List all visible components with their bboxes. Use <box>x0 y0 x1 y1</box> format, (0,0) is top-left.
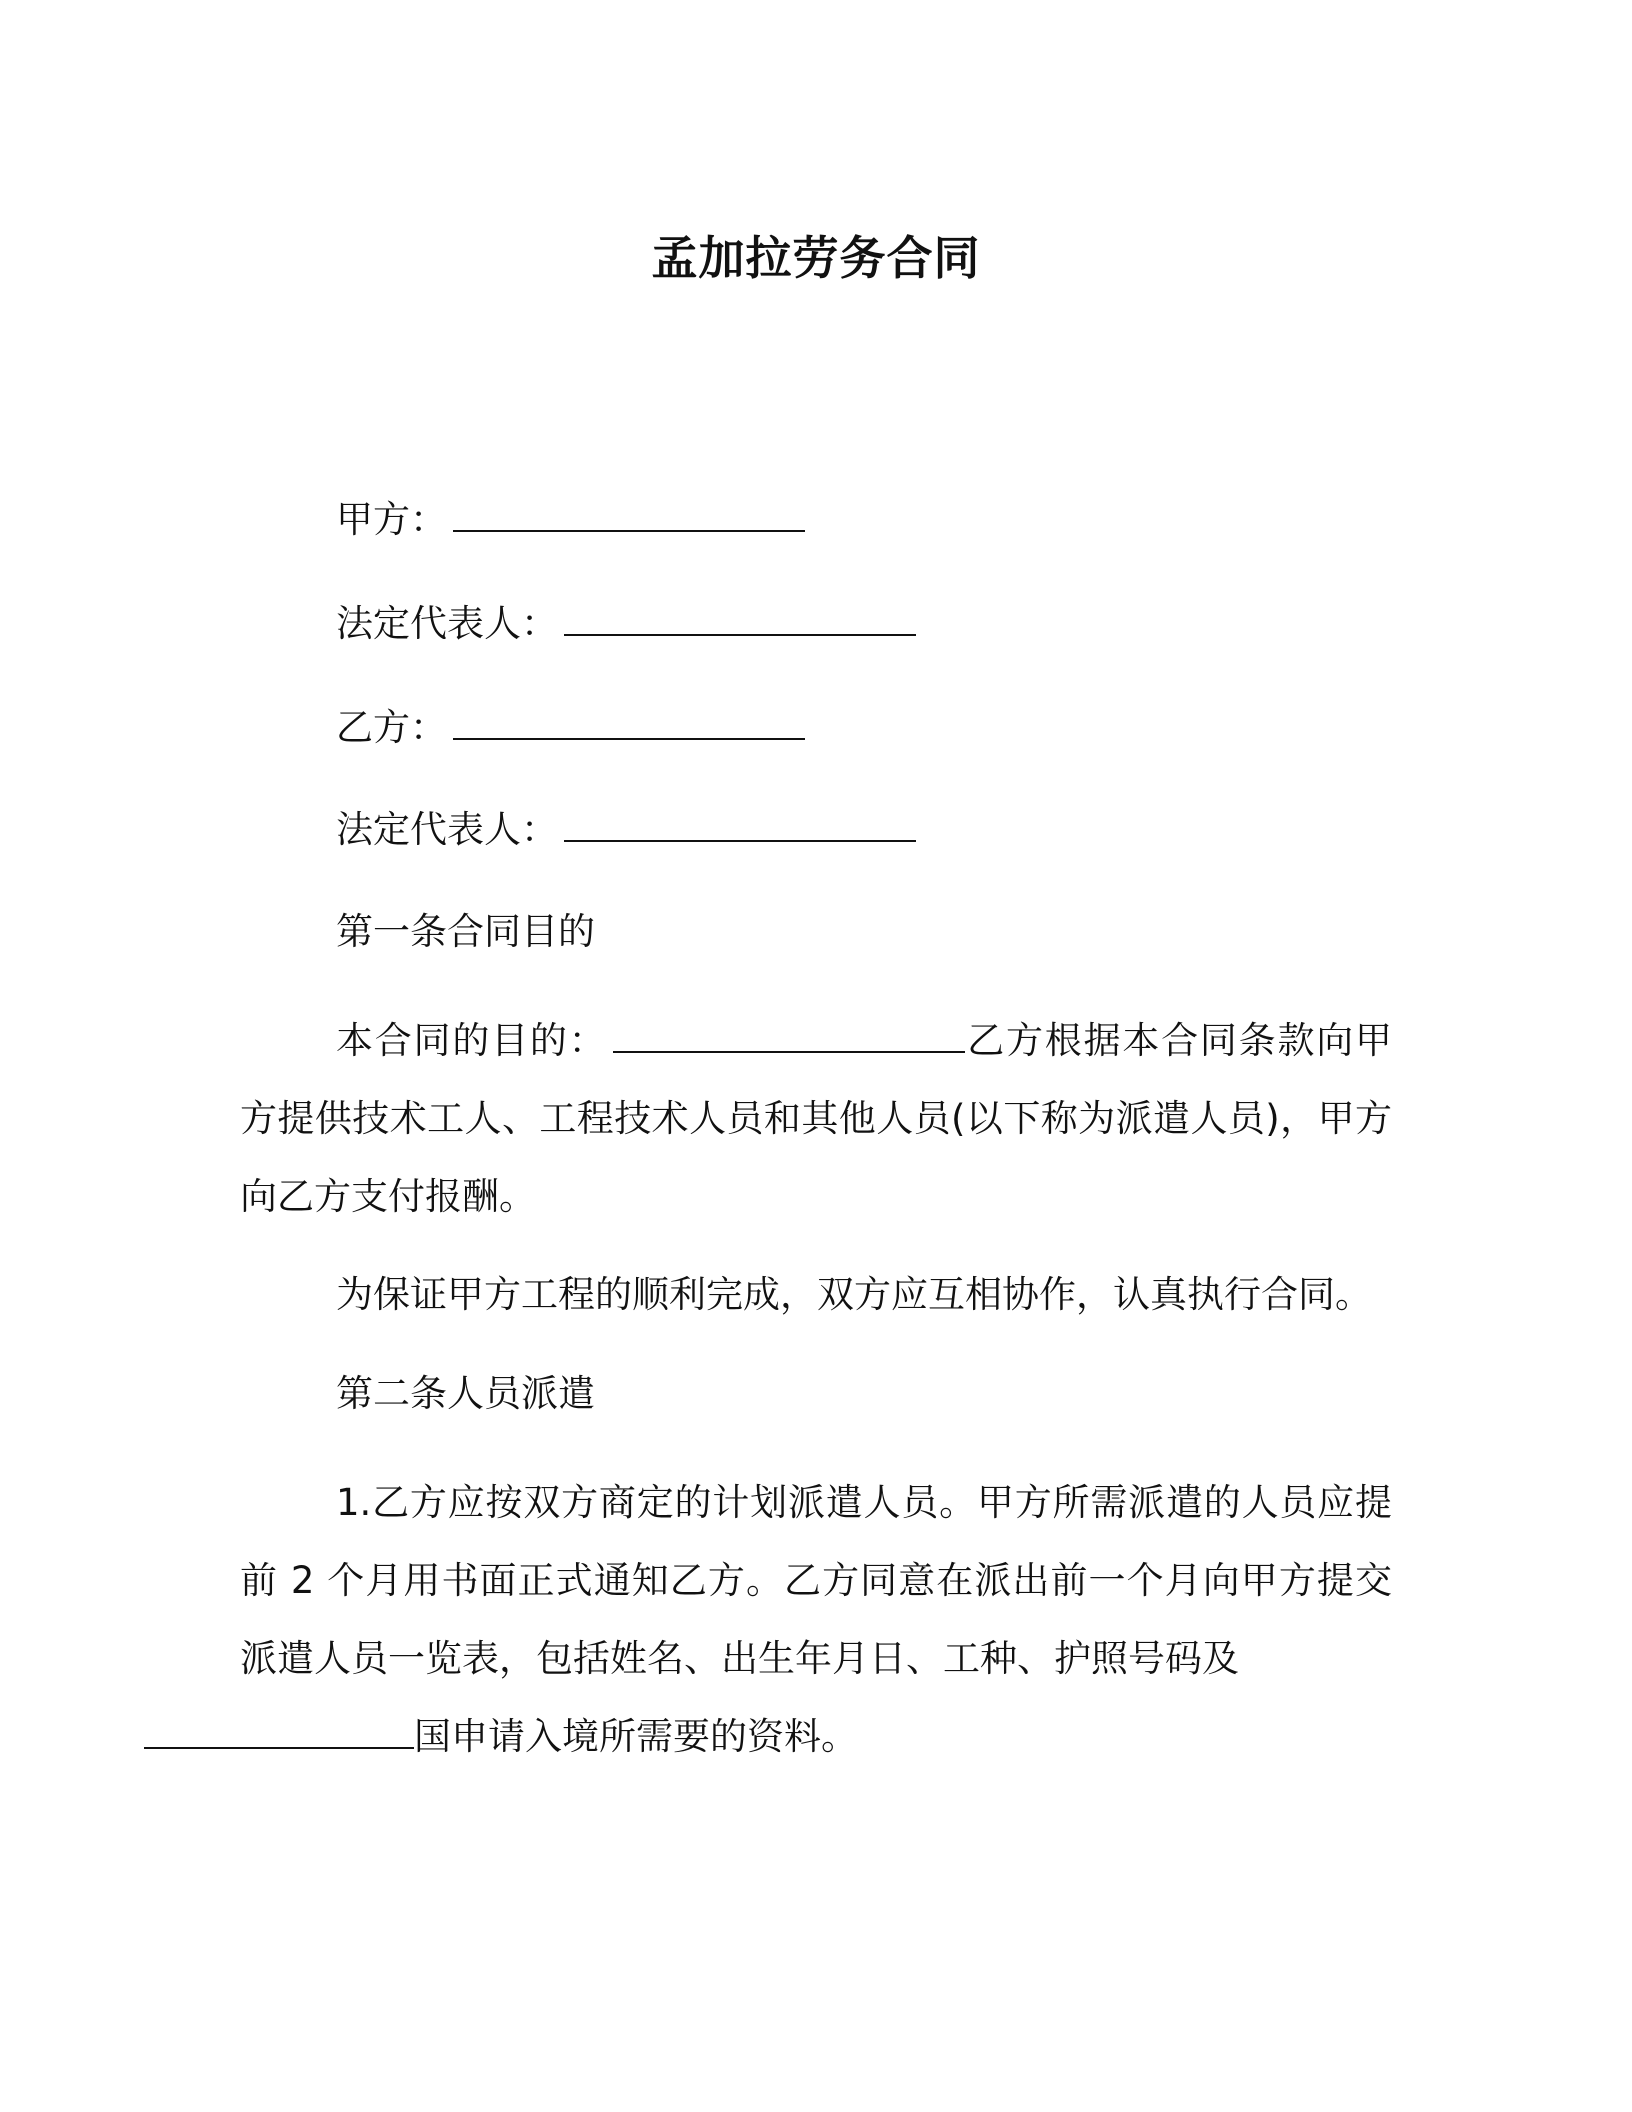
party-b-rep-blank <box>564 810 916 842</box>
article2-item1-paragraph <box>240 1464 1392 1776</box>
item1-suffix: 国申请入境所需要的资料。 <box>414 1715 858 1758</box>
party-b-line <box>336 704 805 752</box>
purpose-blank <box>613 1021 965 1053</box>
article2-heading: 第二条人员派遣 <box>336 1372 595 1415</box>
item1-text: 1.乙方应按双方商定的计划派遣人员。甲方所需派遣的人员应提前 2 个月用书面正式通知乙方。乙方同意在派出前一个月向甲方提交派遣人员一览表，包括姓名、出生年月日、工种、护照号码及 <box>240 1481 1392 1680</box>
purpose-prefix: 本合同的目的： <box>336 1019 608 1062</box>
article1-cooperation-paragraph: 为保证甲方工程的顺利完成，双方应互相协作，认真执行合同。 <box>336 1273 1372 1316</box>
party-a-blank <box>453 500 805 532</box>
party-a-label: 甲方： <box>336 498 447 541</box>
purpose-text: 乙方根据本合同条款向甲方提供技术工人、工程技术人员和其他人员(以下称为派遣人员)，甲方向乙方支付报酬。 <box>240 1019 1393 1218</box>
party-a-rep-label: 法定代表人： <box>336 602 558 645</box>
party-a-line <box>336 496 805 544</box>
party-a-rep-line <box>336 600 916 648</box>
item1-blank <box>144 1717 414 1749</box>
party-b-label: 乙方： <box>336 706 447 749</box>
party-b-blank <box>453 708 805 740</box>
article1-purpose-paragraph <box>240 1002 1392 1236</box>
article1-heading: 第一条合同目的 <box>336 910 595 953</box>
party-a-rep-blank <box>564 604 916 636</box>
document-title: 孟加拉劳务合同 <box>651 231 981 285</box>
party-b-rep-label: 法定代表人： <box>336 808 558 851</box>
party-b-rep-line <box>336 806 916 854</box>
